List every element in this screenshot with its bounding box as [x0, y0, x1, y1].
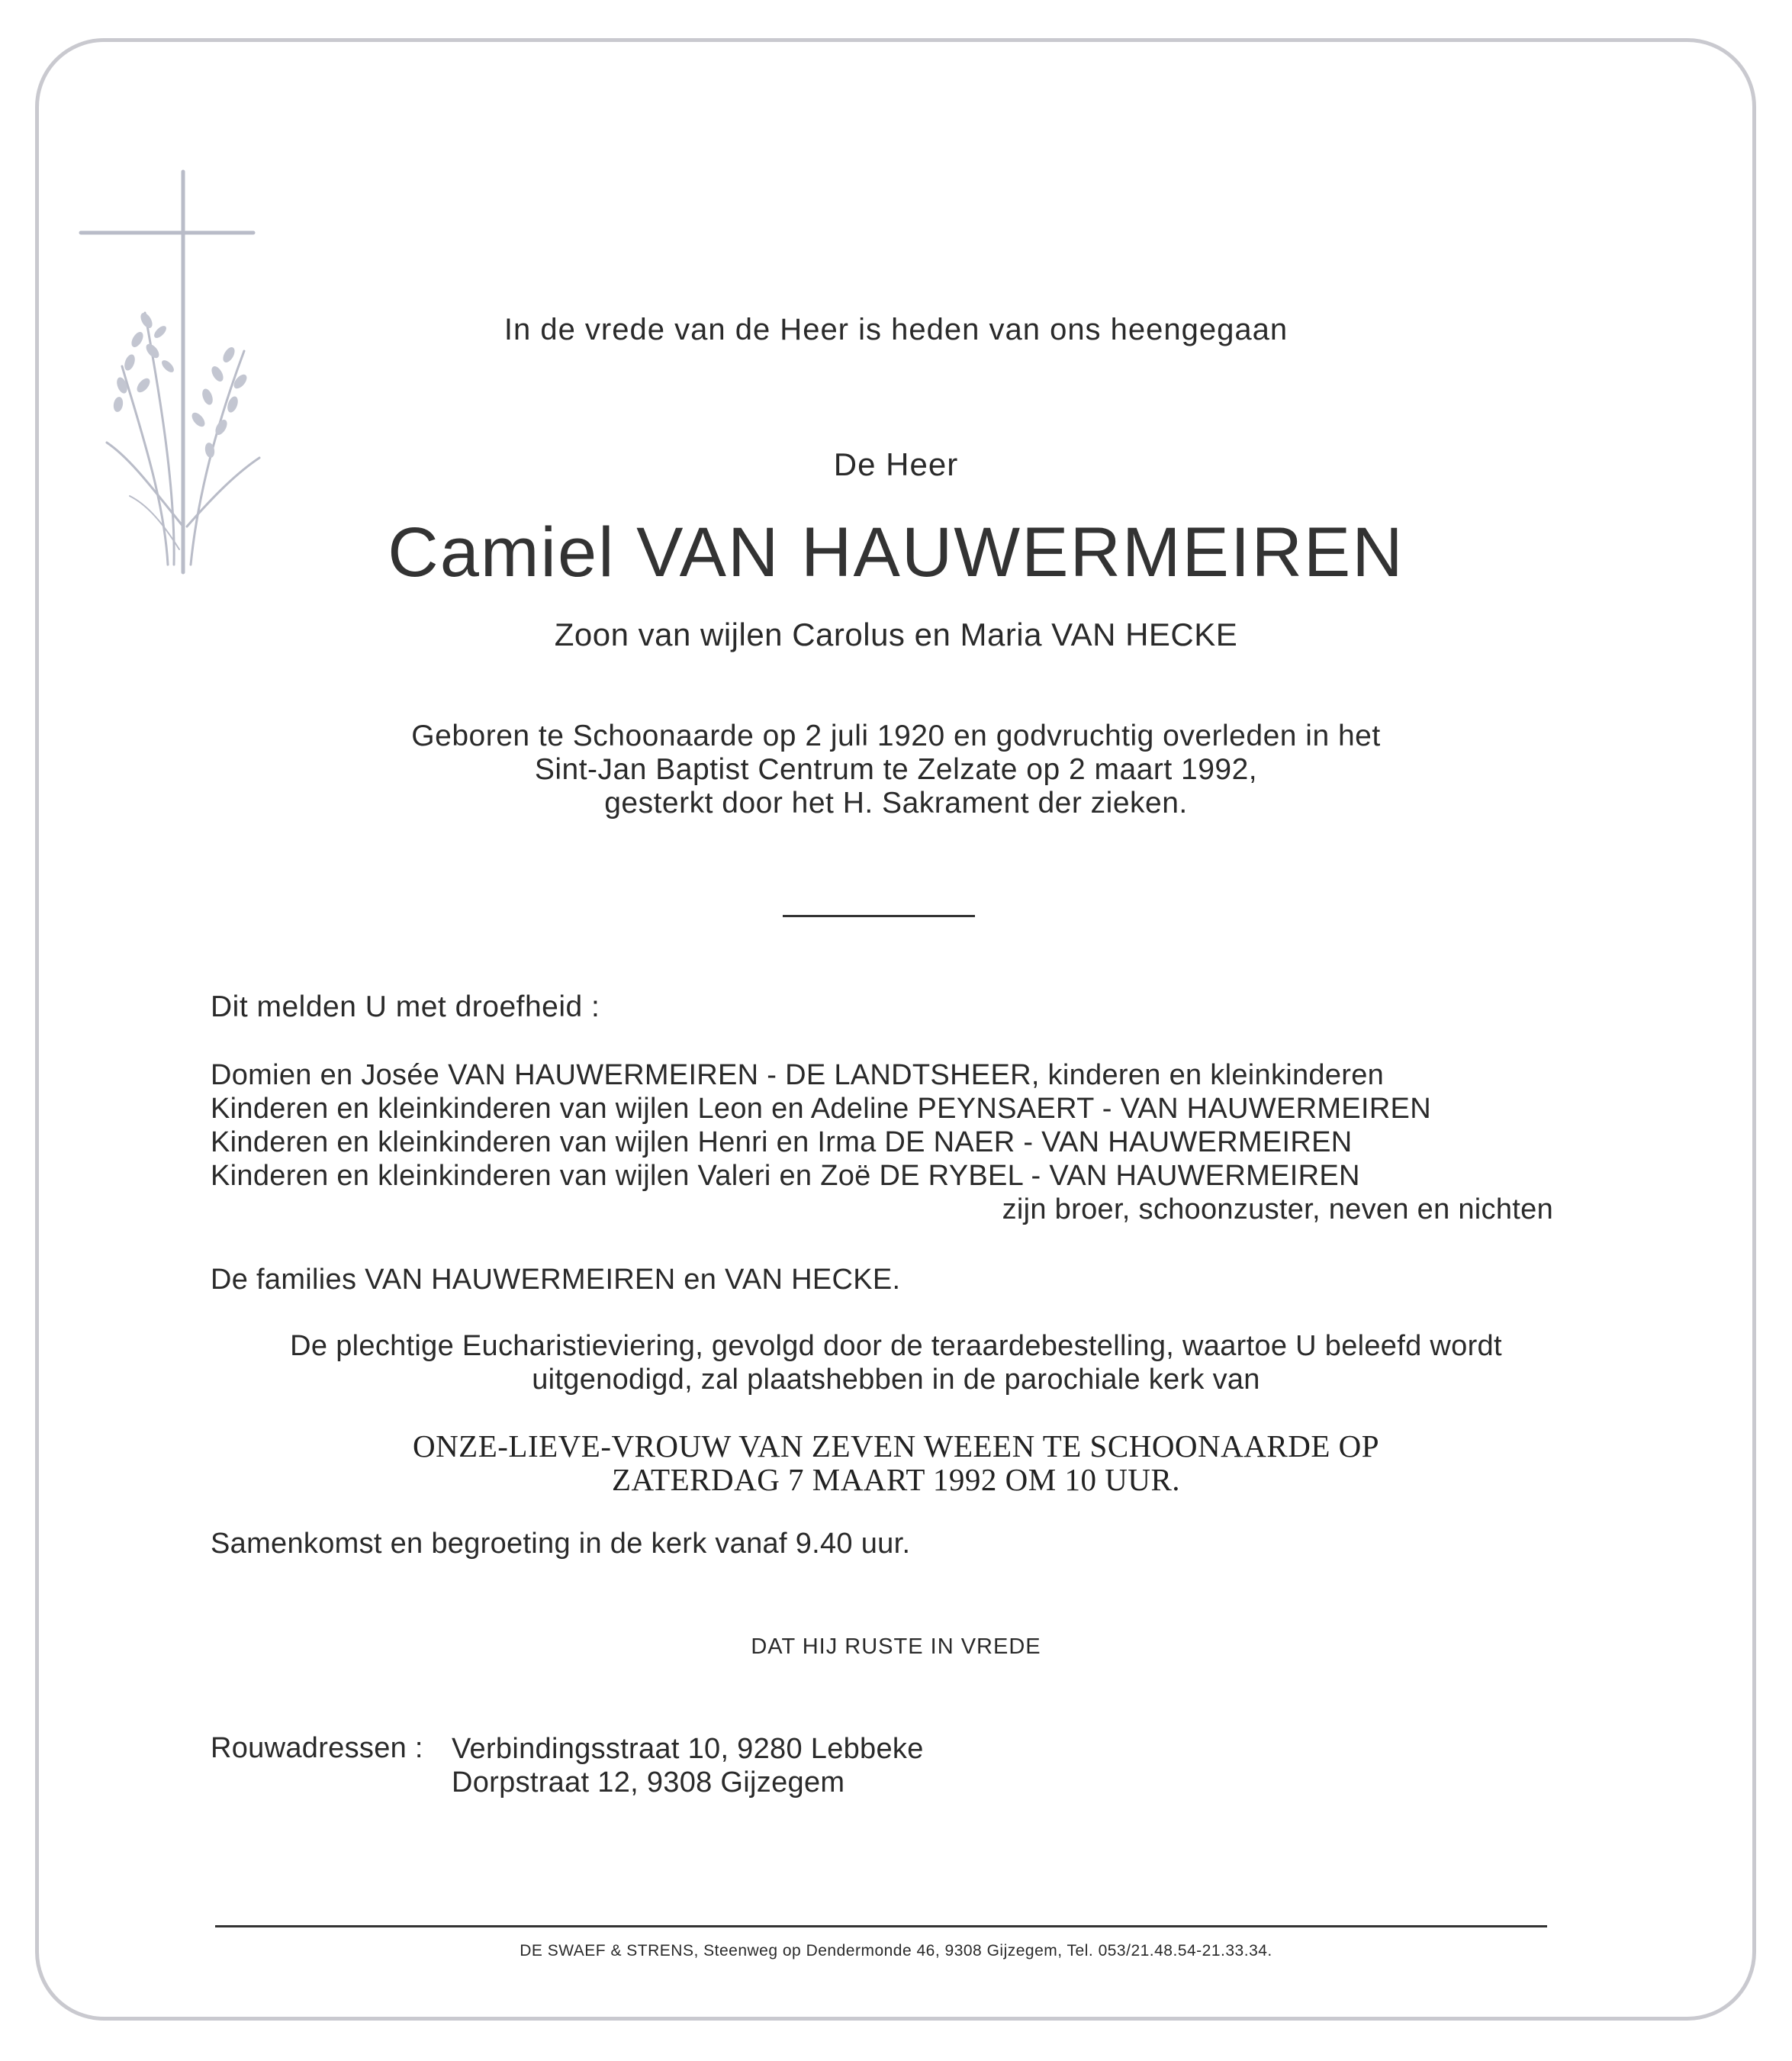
footer-rule [215, 1925, 1547, 1927]
deceased-name: Camiel VAN HAUWERMEIREN [388, 514, 1404, 591]
ceremony-text [0, 1329, 1792, 1396]
printer-credit: DE SWAEF & STRENS, Steenweg op Dendermonde 46, 9308 Gijzegem, Tel. 053/21.48.54-21.33.34. [520, 1942, 1272, 1960]
address-line: Verbindingsstraat 10, 9280 Lebbeke [452, 1733, 924, 1765]
mourners-list [211, 1058, 1553, 1226]
addresses-list [452, 1732, 924, 1799]
mourner-line: Domien en Josée VAN HAUWERMEIREN - DE LANDTSHEER, kinderen en kleinkinderen [211, 1059, 1385, 1091]
mourner-line: Kinderen en kleinkinderen van wijlen Leon en Adeline PEYNSAERT - VAN HAUWERMEIREN [211, 1093, 1431, 1125]
title-prefix: De Heer [833, 446, 959, 482]
families-text: De families VAN HAUWERMEIREN en VAN HECKE. [211, 1264, 901, 1296]
relation-text: zijn broer, schoonzuster, neven en nichten [1002, 1193, 1553, 1225]
birth-line: Geboren te Schoonaarde op 2 juli 1920 en godvruchtig overleden in het [411, 720, 1381, 752]
church-line: ONZE-LIEVE-VROUW VAN ZEVEN WEEEN TE SCHOONAARDE OP [412, 1428, 1380, 1464]
ceremony-line: De plechtige Eucharistieviering, gevolgd door de teraardebestelling, waartoe U beleefd wordt [290, 1330, 1502, 1362]
birth-line: Sint-Jan Baptist Centrum te Zelzate op 2 maart 1992, [534, 753, 1258, 786]
ceremony-line: uitgenodigd, zal plaatshebben in de parochiale kerk van [532, 1364, 1260, 1396]
birth-line: gesterkt door het H. Sakrament der zieken. [604, 787, 1188, 820]
church-details [0, 1429, 1792, 1496]
church-line: ZATERDAG 7 MAART 1992 OM 10 UUR. [611, 1462, 1181, 1497]
intro-text: In de vrede van de Heer is heden van ons heengegaan [503, 313, 1289, 346]
addresses-label: Rouwadressen : [211, 1732, 423, 1764]
mourner-line: Kinderen en kleinkinderen van wijlen Henri en Irma DE NAER - VAN HAUWERMEIREN [211, 1126, 1353, 1158]
birth-death-details [0, 720, 1792, 820]
separator-rule [783, 915, 975, 917]
parents-text: Zoon van wijlen Carolus en Maria VAN HECKE [554, 617, 1238, 652]
gathering-text: Samenkomst en begroeting in de kerk vanaf 9.40 uur. [211, 1528, 911, 1560]
address-line: Dorpstraat 12, 9308 Gijzegem [452, 1766, 845, 1799]
announcement-text: Dit melden U met droefheid : [211, 990, 600, 1023]
rip-text: DAT HIJ RUSTE IN VREDE [751, 1634, 1041, 1659]
mourner-line: Kinderen en kleinkinderen van wijlen Valeri en Zoë DE RYBEL - VAN HAUWERMEIREN [211, 1160, 1360, 1192]
